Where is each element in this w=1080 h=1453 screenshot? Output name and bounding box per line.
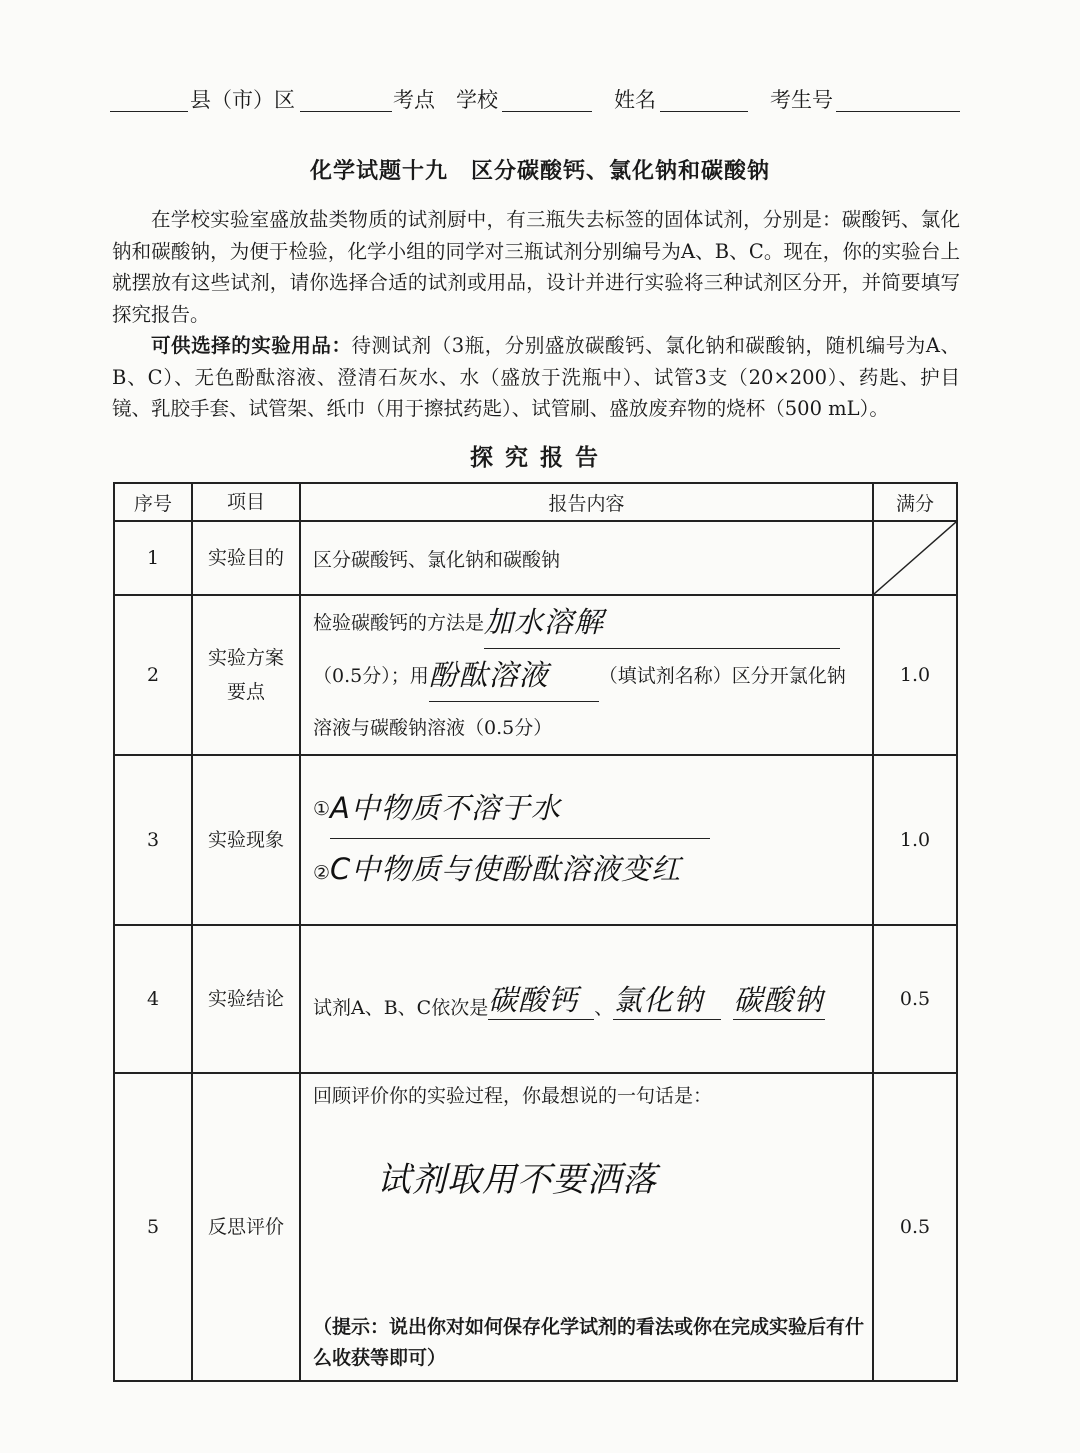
answer-a[interactable]: 碳酸钙 xyxy=(488,978,594,1020)
school-blank[interactable] xyxy=(502,111,592,112)
report-table xyxy=(113,482,958,1382)
row2-no: 2 xyxy=(114,595,192,755)
county-label: 县（市）区 xyxy=(190,88,295,112)
header-item: 项目 xyxy=(192,483,300,521)
table-row xyxy=(114,521,957,595)
row2-item-line1: 实验方案 xyxy=(207,647,284,669)
row5-hint: （提示：说出你对如何保存化学试剂的看法或你在完成实验后有什么收获等即可） xyxy=(313,1316,865,1369)
row4-content xyxy=(300,925,873,1073)
supplies-list: 待测试剂（3瓶，分别盛放碳酸钙、氯化钠和碳酸钠，随机编号为A、B、C）、无色酚酞溶液、澄清石灰水、水（盛放于洗瓶中）、试管3支（20×200）、药匙、护目镜、乳胶手套、试管架、纸巾（用于擦拭药匙）、试管刷、盛放废弃物的烧杯（500 mL）。 xyxy=(112,334,960,420)
row1-item: 实验目的 xyxy=(192,521,300,595)
supplies-paragraph xyxy=(112,330,960,425)
row5-prompt: 回顾评价你的实验过程，你最想说的一句话是： xyxy=(313,1085,713,1107)
row5-content xyxy=(300,1073,873,1381)
row3-score: 1.0 xyxy=(873,755,957,925)
exam-site-blank[interactable] xyxy=(300,111,392,112)
row4-item: 实验结论 xyxy=(192,925,300,1073)
intro-paragraph: 在学校实验室盛放盐类物质的试剂厨中，有三瓶失去标签的固体试剂，分别是：碳酸钙、氯化钠和碳酸钠，为便于检验，化学小组的同学对三瓶试剂分别编号为A、B、C。现在，你的实验台上就摆放有这些试剂，请你选择合适的试剂或用品，设计并进行实验将三种试剂区分开，并简要填写探究报告。 xyxy=(112,208,960,326)
intro-text xyxy=(112,204,960,425)
exam-no-label: 考生号 xyxy=(770,88,833,112)
answer-b[interactable]: 氯化钠 xyxy=(613,978,721,1020)
table-row xyxy=(114,925,957,1073)
row2-line2 xyxy=(313,649,872,702)
answer-reagent[interactable]: 酚酞溶液 xyxy=(429,649,599,702)
row4-score: 0.5 xyxy=(873,925,957,1073)
row4-text: 试剂A、B、C依次是 xyxy=(313,997,489,1019)
row1-content: 区分碳酸钙、氯化钠和碳酸钠 xyxy=(300,521,873,595)
county-blank[interactable] xyxy=(110,111,188,112)
row3-line1 xyxy=(313,778,872,839)
answer-phenomenon-2[interactable]: C中物质与使酚酞溶液变红 xyxy=(330,851,682,886)
exam-no-blank[interactable] xyxy=(836,111,960,112)
header-fields xyxy=(110,84,960,118)
row1-score-crossed xyxy=(873,521,957,595)
row3-mark1: ① xyxy=(313,797,331,820)
header-content: 报告内容 xyxy=(300,483,873,521)
row1-no: 1 xyxy=(114,521,192,595)
supplies-label: 可供选择的实验用品： xyxy=(151,334,352,357)
header-score: 满分 xyxy=(873,483,957,521)
row3-item: 实验现象 xyxy=(192,755,300,925)
answer-phenomenon-1[interactable]: A中物质不溶于水 xyxy=(330,778,710,839)
row5-item: 反思评价 xyxy=(192,1073,300,1381)
school-label: 学校 xyxy=(456,88,498,112)
row2-score: 1.0 xyxy=(873,595,957,755)
row2-item xyxy=(192,595,300,755)
answer-reflection[interactable]: 试剂取用不要洒落 xyxy=(377,1160,657,1200)
row2-content xyxy=(300,595,873,755)
row4-sep: 、 xyxy=(594,997,614,1019)
name-label: 姓名 xyxy=(614,88,656,112)
table-row xyxy=(114,1073,957,1381)
answer-method[interactable]: 加水溶解 xyxy=(484,596,840,649)
row2-text1: 检验碳酸钙的方法是 xyxy=(313,612,485,634)
table-row xyxy=(114,755,957,925)
row2-item-line2: 要点 xyxy=(226,681,265,703)
answer-c[interactable]: 碳酸钠 xyxy=(733,978,825,1020)
exam-site-label: 考点 xyxy=(393,88,435,112)
row2-text2: （0.5分）；用 xyxy=(313,665,429,687)
row5-score: 0.5 xyxy=(873,1073,957,1381)
row3-mark2: ② xyxy=(313,861,331,884)
table-row xyxy=(114,595,957,755)
table-header-row xyxy=(114,483,957,521)
diagonal-line-icon xyxy=(874,522,956,594)
row5-no: 5 xyxy=(114,1073,192,1381)
report-title: 探究报告 xyxy=(470,444,610,471)
page-title: 化学试题十九 区分碳酸钙、氯化钠和碳酸钠 xyxy=(309,158,770,184)
row2-line1 xyxy=(313,596,872,649)
row3-line2 xyxy=(313,839,872,903)
row2-line3: 溶液与碳酸钠溶液（0.5分） xyxy=(313,717,553,739)
row4-no: 4 xyxy=(114,925,192,1073)
row3-no: 3 xyxy=(114,755,192,925)
row3-content xyxy=(300,755,873,925)
header-no: 序号 xyxy=(114,483,192,521)
name-blank[interactable] xyxy=(660,111,748,112)
row2-text3: （填试剂名称）区分开氯化钠 xyxy=(598,665,846,687)
